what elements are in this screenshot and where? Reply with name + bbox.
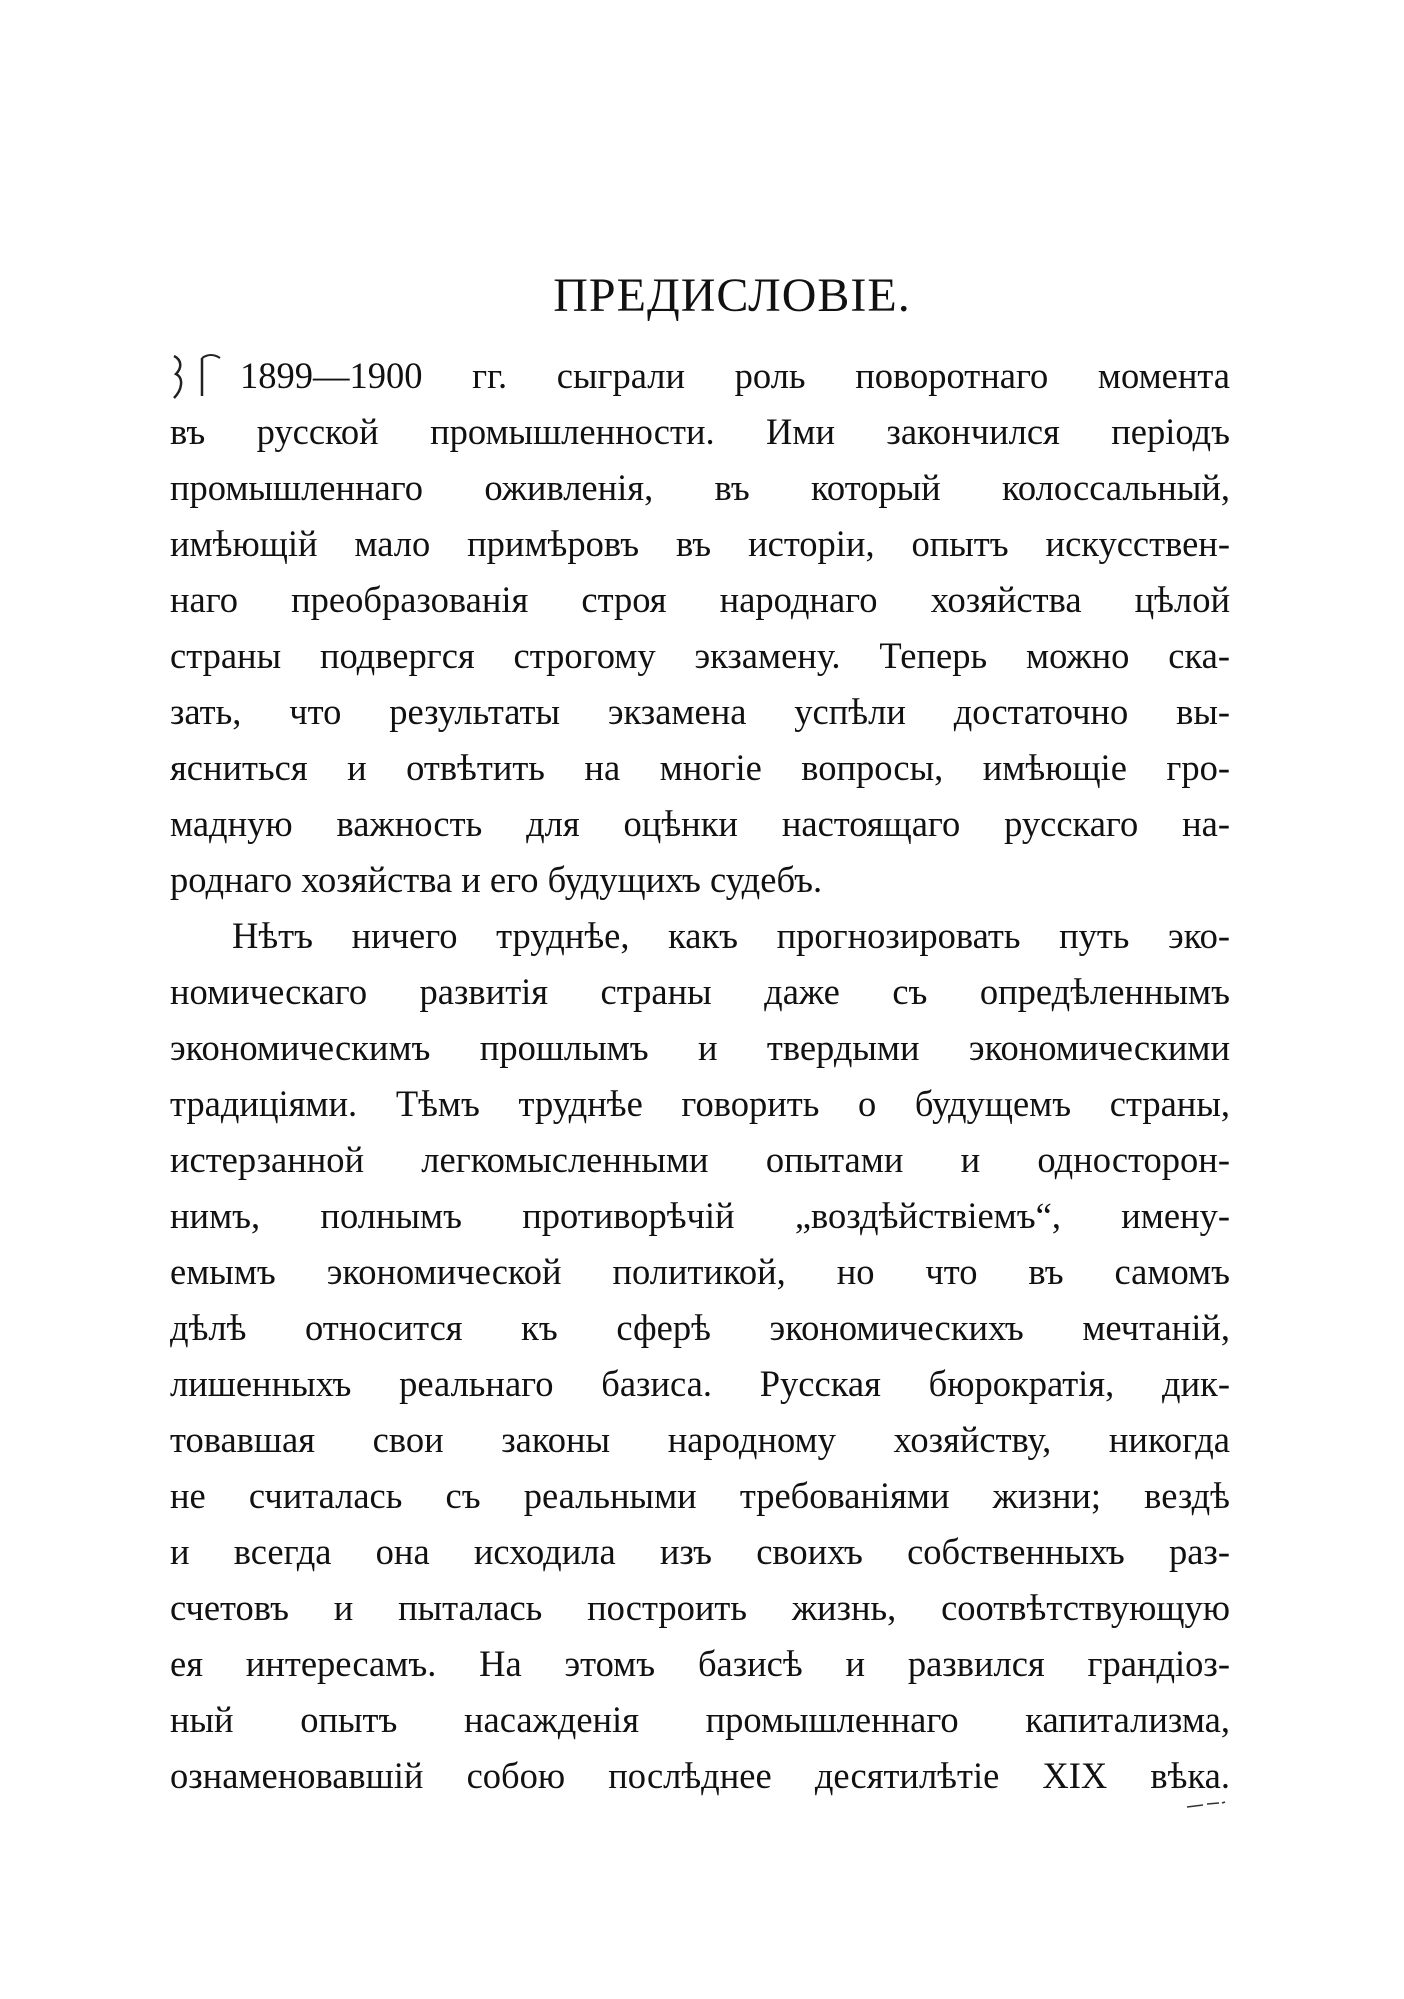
body-text bbox=[170, 348, 1230, 1804]
text-line: наго преобразованія строя народнаго хозяйства цѣлой bbox=[170, 579, 1230, 620]
text-line: истерзанной легкомысленными опытами и односторон- bbox=[170, 1139, 1230, 1180]
page-title: ПРЕДИСЛОВІЕ. bbox=[553, 269, 911, 322]
text-line: традиціями. Тѣмъ труднѣе говорить о будущемъ страны, bbox=[170, 1083, 1230, 1124]
text-line: и всегда она исходила изъ своихъ собственныхъ раз- bbox=[170, 1531, 1230, 1572]
text-line: емымъ экономической политикой, но что въ самомъ bbox=[170, 1251, 1230, 1292]
text-line: мадную важность для оцѣнки настоящаго русскаго на- bbox=[170, 803, 1230, 844]
text-line: ный опытъ насажденія промышленнаго капитализма, bbox=[170, 1699, 1230, 1740]
text-line: промышленнаго оживленія, въ который колоссальный, bbox=[170, 467, 1230, 508]
end-ornament-dash bbox=[1185, 1800, 1227, 1810]
text-line: товавшая свои законы народному хозяйству, никогда bbox=[170, 1419, 1230, 1460]
text-line: экономическимъ прошлымъ и твердыми экономическими bbox=[170, 1027, 1230, 1068]
text-line: номическаго развитія страны даже съ опредѣленнымъ bbox=[170, 971, 1230, 1012]
text-line: роднаго хозяйства и его будущихъ судебъ. bbox=[170, 859, 823, 900]
text-line: ознаменовавшій собою послѣднее десятилѣтіе XIX вѣка. bbox=[170, 1755, 1230, 1796]
text-line: имѣющій мало примѣровъ въ исторіи, опытъ искусствен- bbox=[170, 523, 1230, 564]
text-line: 1899—1900 гг. сыграли роль поворотнаго момента bbox=[240, 355, 1230, 396]
text-line: страны подвергся строгому экзамену. Теперь можно ска- bbox=[170, 635, 1230, 676]
text-line: зать, что результаты экзамена успѣли достаточно вы- bbox=[170, 691, 1230, 732]
text-line: Нѣтъ ничего труднѣе, какъ прогнозировать путь эко- bbox=[232, 915, 1230, 956]
text-line: нимъ, полнымъ противорѣчій „воздѣйствіемъ“, имену- bbox=[170, 1195, 1230, 1236]
text-line: не считалась съ реальными требованіями жизни; вездѣ bbox=[170, 1475, 1230, 1516]
text-line: счетовъ и пыталась построить жизнь, соотвѣтствующую bbox=[170, 1587, 1230, 1628]
text-line: въ русской промышленности. Ими закончился періодъ bbox=[170, 411, 1230, 452]
text-line: дѣлѣ относится къ сферѣ экономическихъ мечтаній, bbox=[170, 1307, 1230, 1348]
text-line: лишенныхъ реальнаго базиса. Русская бюрократія, дик- bbox=[170, 1363, 1230, 1404]
paragraph-1 bbox=[170, 348, 1230, 908]
paragraph-2 bbox=[170, 908, 1230, 1804]
text-line: ясниться и отвѣтить на многіе вопросы, имѣющіе гро- bbox=[170, 747, 1230, 788]
text-line: ея интересамъ. На этомъ базисѣ и развился грандіоз- bbox=[170, 1643, 1230, 1684]
